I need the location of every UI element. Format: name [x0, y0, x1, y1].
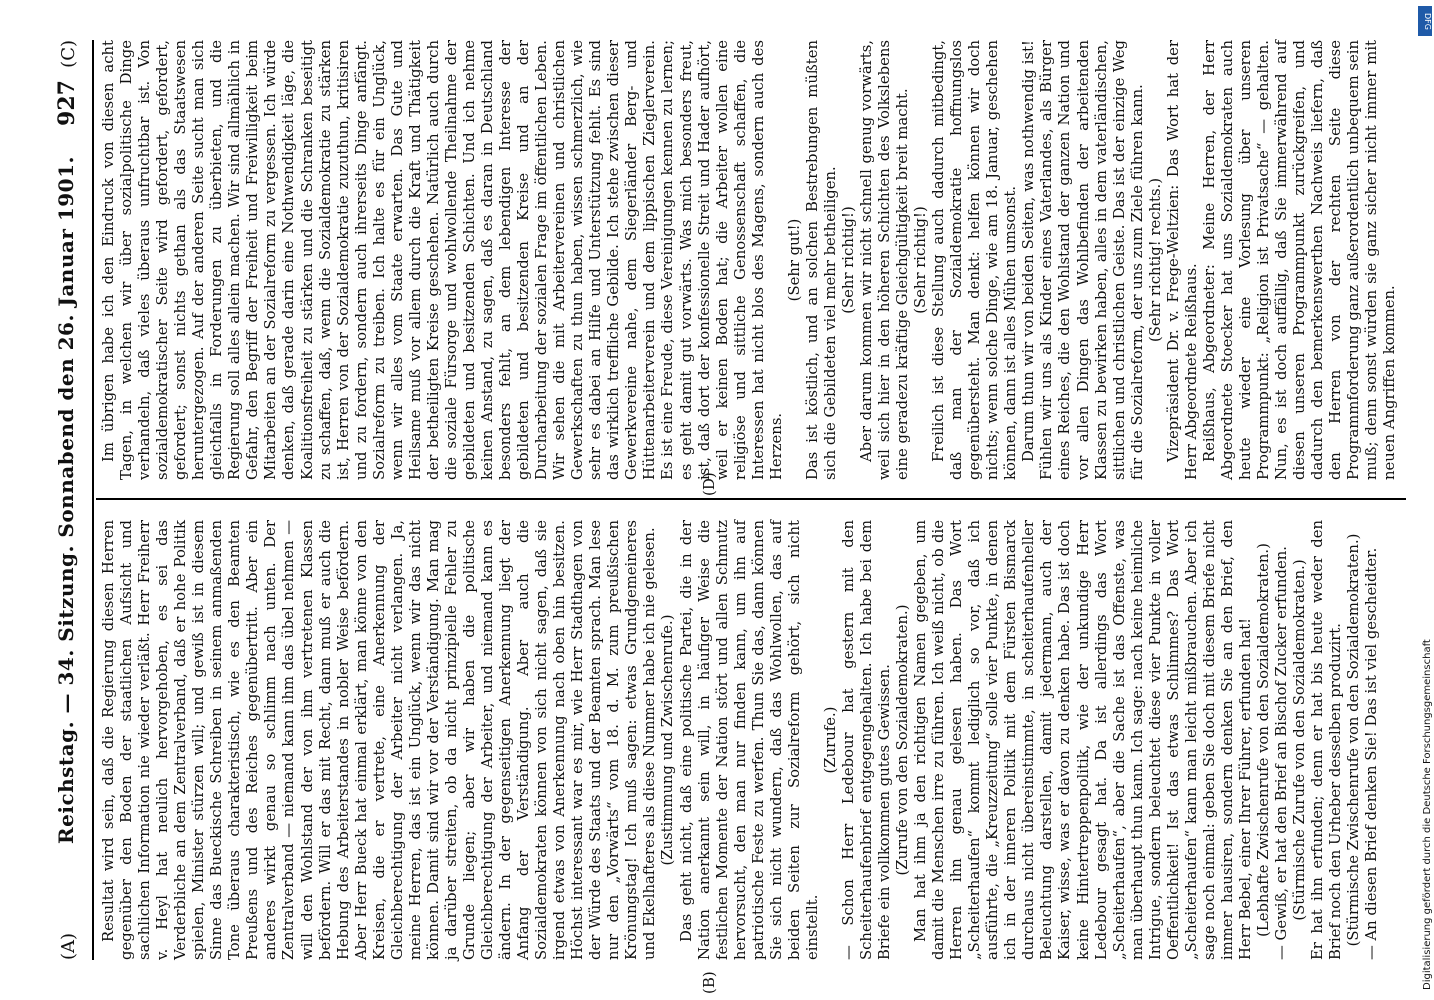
header-rule [92, 40, 94, 960]
right-column-paragraph: Darum thun wir von beiden Seiten, was nothwendig ist! Fühlen wir uns als Kinder eines Vaterlandes, als Bürger eines Reiches, die den Wohlstand der ganzen Nation und vor allen Dingen das Wohlbefinden der arbeitenden Klassen zu bewirken haben, alles in dem vaterländischen, sittlichen und christlichen Geiste. Das ist der einzige Weg für die Sozialreform, der uns zum Ziele führen kann. [1020, 40, 1146, 480]
right-column [100, 40, 1399, 480]
right-column-paragraph: (Sehr richtig!) [912, 206, 930, 314]
page-number: 927 [54, 80, 80, 126]
left-column-paragraph: Das geht nicht, daß eine politische Partei, die in der Nation anerkannt sein will, in häufiger Weise die festlichen Momente der Nation stört und allen Schmutz hervorsucht, den man nur finden kann, um ihn auf patriotische Feste zu werfen. Thun Sie das, dann können Sie sich nicht wundern, daß das Wohlwollen, das auf beiden Seiten zur Sozialreform gehört, sich nicht einstellt. [677, 520, 821, 960]
left-column-paragraph: (Zurufe von den Sozialdemokraten.) [894, 604, 912, 876]
left-column-paragraph: — Schon Herr Ledebour hat gestern mit den Scheiterhaufenbrief entgegengehalten. Ich habe bei dem Briefe ein vollkommen gutes Gewissen. [839, 520, 894, 960]
left-column-paragraph: — An diesen Brief denken Sie! Das ist viel gescheidter. [1363, 547, 1381, 960]
right-column-paragraph: Reißhaus, Abgeordneter: Meine Herren, der Herr Abgeordnete Stoecker hat uns Sozialdemokraten auch heute wieder eine Vorlesung über unseren Programmpunkt: „Religion ist Privatsache“ — gehalten. Nun, es ist doch auffällig, daß Sie immerwährend auf diesen unseren Programmpunkt zurückgreifen, und dadurch den bemerkenswerthen Nachweis liefern, daß den Herren von der rechten Seite diese Programmforderung ganz außerordentlich unbequem sein muß; denn sonst würden sie ganz sicher nicht immer mit neuen Angriffen kommen. [1200, 40, 1399, 480]
right-column-paragraph: (Sehr gut!) [785, 218, 803, 302]
column-marker-c: (C) [58, 40, 79, 68]
left-column-paragraph: (Lebhafte Zwischenrufe von den Sozialdemokraten.) [1255, 543, 1272, 937]
left-column-paragraph: (Stürmische Zurufe von den Sozialdemokraten.) [1291, 559, 1309, 921]
margin-marker-d: (D) [700, 472, 718, 496]
left-column-paragraph: — Gewiß, er hat den Brief an Bischof Zucker erfunden. [1273, 546, 1291, 960]
left-column-paragraph: (Stürmische Zwischenrufe von den Sozialdemokraten.) [1345, 533, 1363, 947]
left-column [100, 520, 1381, 960]
right-column-paragraph: Freilich ist diese Stellung auch dadurch mitbedingt, daß man der Sozialdemokratie hoffnungslos gegenübersteht. Man denkt: helfen können wir doch nichts; wenn solche Dinge, wie am 18. Januar, geschehen können, dann ist alles Mühen umsonst. [930, 40, 1020, 480]
digitization-credit: Digitalisierung gefördert durch die Deutsche Forschungsgemeinschaft [1422, 639, 1433, 990]
column-marker-a: (A) [58, 932, 79, 960]
page-title: Reichstag. — 34. Sitzung. Sonnabend den 26. Januar 1901. [54, 156, 78, 844]
margin-marker-b: (B) [700, 971, 718, 994]
left-column-paragraph: (Zustimmung und Zwischenrufe.) [659, 614, 677, 866]
page-header [52, 40, 86, 960]
right-column-paragraph: Aber darum kommen wir nicht schnell genug vorwärts, weil sich hier in den höheren Schichten des Volkslebens eine geradezu kräftige Gleichgültigkeit breit macht. [857, 40, 912, 480]
left-column-paragraph: (Zurufe.) [821, 706, 839, 774]
left-column-paragraph: Man hat ihm ja den richtigen Namen gegeben, um damit die Menschen irre zu führen. Ich weiß nicht, ob die Herren ihn genau gelesen haben. Das Wort „Scheiterhaufen“ kommt lediglich so vor, daß ich ausführte, die „Kreuzzeitung“ solle vier Punkte, in denen ich in der inneren Politik mit dem Fürsten Bismarck durchaus nicht übereinstimmte, in scheiterhaufenheller Beleuchtung darstellen, damit jedermann, auch der Kaiser, wisse, was er davon zu denken habe. Das ist doch keine Hintertreppenpolitik, wie der unkundige Herr Ledebour gesagt hat. Da ist allerdings das Wort „Scheiterhaufen“, aber die Sache ist das Offenste, was man überhaupt thun kann. Ich sage: nach keine heimliche Intrigue, sondern beleuchtet diese vier Punkte in voller Oeffentlichkeit! Ist das etwas Schlimmes? Das Wort „Scheiterhaufen“ kann man leicht mißbrauchen. Aber ich sage noch einmal: geben Sie doch mit diesem Briefe nicht immer hausiren, sondern denken Sie an den Brief, den Herr Bebel, einer Ihrer Führer, erfunden hat! [912, 520, 1254, 960]
dfg-logo: DFG [1418, 6, 1432, 36]
right-column-paragraph: Das ist köstlich, und an solchen Bestrebungen müßten sich die Gebildeten viel mehr betheiligen. [803, 40, 839, 480]
right-column-paragraph: (Sehr richtig! rechts.) [1146, 177, 1164, 343]
right-column-paragraph: Im übrigen habe ich den Eindruck von diesen acht Tagen, in welchen wir über sozialpolitische Dinge verhandeln, daß vieles überaus unfruchtbar ist. Von sozialdemokratischer Seite wird gefordert, gefordert, gefordert; sonst nichts gethan als das Staatswesen heruntergezogen. Auf der anderen Seite sucht man sich gleichfalls in Forderungen zu überbieten, und die Regierung soll alles allein machen. Wir sind allmählich in Gefahr, den Begriff der Freiheit und Freiwilligkeit beim Mitarbeiten an der Sozialreform zu vergessen. Ich würde denken, daß gerade darin eine Nothwendigkeit läge, die Koalitionsfreiheit zu stärken und die Schranken beseitigt zu schaffen, daß, wenn die Sozialdemokratie zu stärken ist, Herren von der Sozialdemokratie zuzuthun, kritisiren und zu fordern, sondern auch ihrerseits Dinge anfängt. Sozialreform zu treiben. Ich halte es für ein Unglück, wenn wir alles vom Staate erwarten. Das Gute und Heilsame muß vor allem durch die Kraft und Thätigkeit der betheiligten Kreise geschehen. Natürlich auch durch die soziale Fürsorge und wohlwollende Theilnahme der gebildeten und besitzenden Schichten. Und ich nehme keinen Anstand, zu sagen, daß es daran in Deutschland besonders fehlt, an dem lebendigen Interesse der gebildeten und besitzenden Kreise und an der Durcharbeitung der sozialen Frage im öffentlichen Leben. Wir sehen die mit Arbeitervereinen und christlichen Gewerkschaften zu thun haben, wissen schmerzlich, wie sehr es dabei an Hilfe und Unterstützung fehlt. Es sind das wirklich treffliche Gebilde. Ich stehe zwischen dieser Gewerkvereine nahe, dem Siegerländer Berg- und Hüttenarbeiterverein und dem lippischen Zieglerverein. Es ist eine Freude, diese Vereinigungen kennen zu lernen; es geht damit gut vorwärts. Was mich besonders freut, ist, daß dort der konfessionelle Streit und Hader aufhört, weil er keinen Boden hat; die Arbeiter wollen eine religiöse und sittliche Genossenschaft schaffen, die Interessen hat nicht blos des Magens, sondern auch des Herzens. [100, 40, 785, 480]
right-column-paragraph: Vizepräsident Dr. v. Frege-Weltzien: Das Wort hat der Herr Abgeordnete Reißhaus. [1164, 40, 1200, 480]
column-divider [96, 498, 1406, 500]
left-column-paragraph: Er hat ihn erfunden; denn er hat bis heute weder den Brief noch den Urheber desselben produzirt. [1309, 520, 1345, 960]
right-column-paragraph: (Sehr richtig!) [839, 206, 857, 314]
left-column-paragraph: Resultat wird sein, daß die Regierung diesen Herren gegenüber den Boden der staatlichen Aufsicht und sachlichen Information nie wieder verläßt. Herr Freiherr v. Heyl hat neulich hervorgehoben, es sei das Verderbliche an dem Zentralverband, daß er hohe Politik spielen, Minister stürzen will; und gewiß ist in diesem Sinne das Bueckische Schreiben in seinem anmaßenden Tone überaus charakteristisch, wie es den Beamten Preußens und des Reiches gegenübertritt. Aber ein anderes wirkt genau so schlimm nach unten. Der Zentralverband — niemand kann ihm das übel nehmen — will den Wohlstand der von ihm vertretenen Klassen befördern. Will er das mit Recht, dann muß er auch die Hebung des Arbeiterstandes in nobler Weise befördern. Aber Herr Bueck hat einmal erklärt, man könne von den Kreisen, die er vertrete, eine Anerkennung der Gleichberechtigung der Arbeiter nicht verlangen. Ja, meine Herren, das ist ein Unglück, wenn wir das nicht können. Damit sind wir vor der Verständigung. Man mag ja darüber streiten, ob da nicht prinzipielle Fehler zu Grunde liegen; aber wir haben die politische Gleichberechtigung der Arbeiter, und niemand kann es ändern. In der gegenseitigen Anerkennung liegt der Anfang der Verständigung. Aber auch die Sozialdemokraten können von sich nicht sagen, daß sie irgend etwas von Anerkennung nach oben hin besitzen. Höchst interessant war es mir, wie Herr Stadthagen von der Würde des Staats und der Beamten sprach. Man lese nur den „Vorwärts“ vom 18. d. M. zum preußischen Krönungstag! Ich muß sagen: etwas Grundgemeineres und Ekelhafteres als diese Nummer habe ich nie gelesen. [100, 520, 659, 960]
